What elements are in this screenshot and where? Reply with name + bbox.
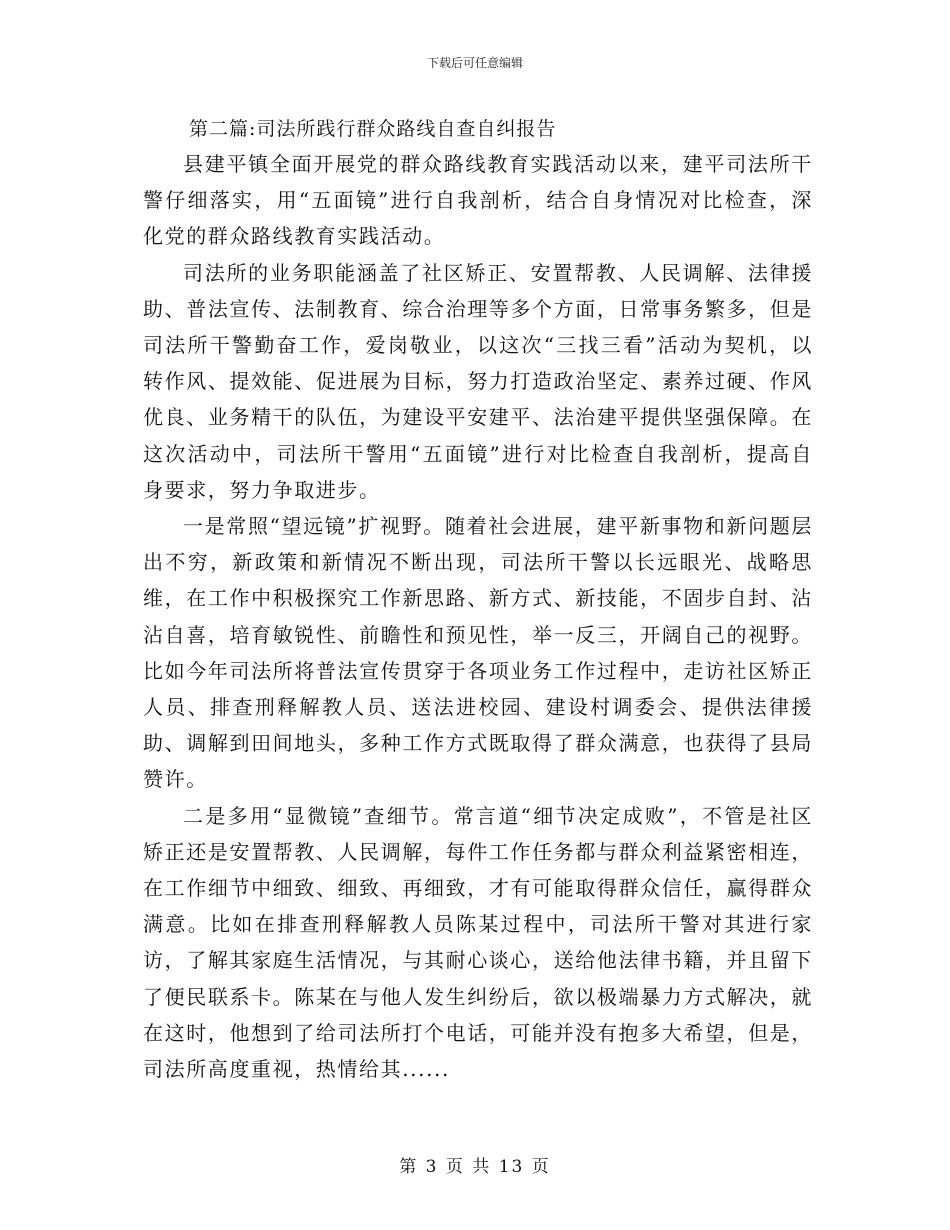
paragraph-intro: 县建平镇全面开展党的群众路线教育实践活动以来，建平司法所干警仔细落实，用“五面镜”进行自我剖析，结合自身情况对比检查，深化党的群众路线教育实践活动。	[143, 152, 813, 249]
document-body	[143, 112, 813, 1087]
footer-middle: 页 共	[445, 1157, 492, 1177]
footer-prefix: 第	[399, 1157, 419, 1177]
footer-suffix: 页	[531, 1157, 551, 1177]
paragraph-microscope: 二是多用“显微镜”查细节。常言道“细节决定成败”，不管是社区矫正还是安置帮教、人民调解，每件工作任务都与群众利益紧密相连，在工作细节中细致、细致、再细致，才有可能取得群众信任，赢得群众满意。比如在排查刑释解教人员陈某过程中，司法所干警对其进行家访，了解其家庭生活情况，与其耐心谈心，送给他法律书籍，并且留下了便民联系卡。陈某在与他人发生纠纷后，欲以极端暴力方式解决，就在这时，他想到了给司法所打个电话，可能并没有抱多大希望，但是，司法所高度重视，热情给其......	[143, 803, 813, 1082]
paragraph-telescope: 一是常照“望远镜”扩视野。随着社会进展，建平新事物和新问题层出不穷，新政策和新情况不断出现，司法所干警以长远眼光、战略思维，在工作中积极探究工作新思路、新方式、新技能，不固步自封、沾沾自喜，培育敏锐性、前瞻性和预见性，举一反三，开阔自己的视野。比如今年司法所将普法宣传贯穿于各项业务工作过程中，走访社区矫正人员、排查刑释解教人员、送法进校园、建设村调委会、提供法律援助、调解到田间地头，多种工作方式既取得了群众满意，也获得了县局赞许。	[143, 514, 813, 792]
page-footer	[0, 1152, 950, 1177]
header-note: 下载后可任意编辑	[426, 56, 523, 70]
document-title: 第二篇:司法所践行群众路线自查自纠报告	[189, 118, 557, 140]
paragraph-duties: 司法所的业务职能涵盖了社区矫正、安置帮教、人民调解、法律援助、普法宣传、法制教育、综合治理等多个方面，日常事务繁多，但是司法所干警勤奋工作，爱岗敬业，以这次“三找三看”活动为契机，以转作风、提效能、促进展为目标，努力打造政治坚定、素养过硬、作风优良、业务精干的队伍，为建设平安建平、法治建平提供坚强保障。在这次活动中，司法所干警用“五面镜”进行对比检查自我剖析，提高自身要求，努力争取进步。	[143, 260, 813, 502]
footer-total-pages: 13	[498, 1157, 525, 1177]
footer-current-page: 3	[425, 1157, 439, 1177]
